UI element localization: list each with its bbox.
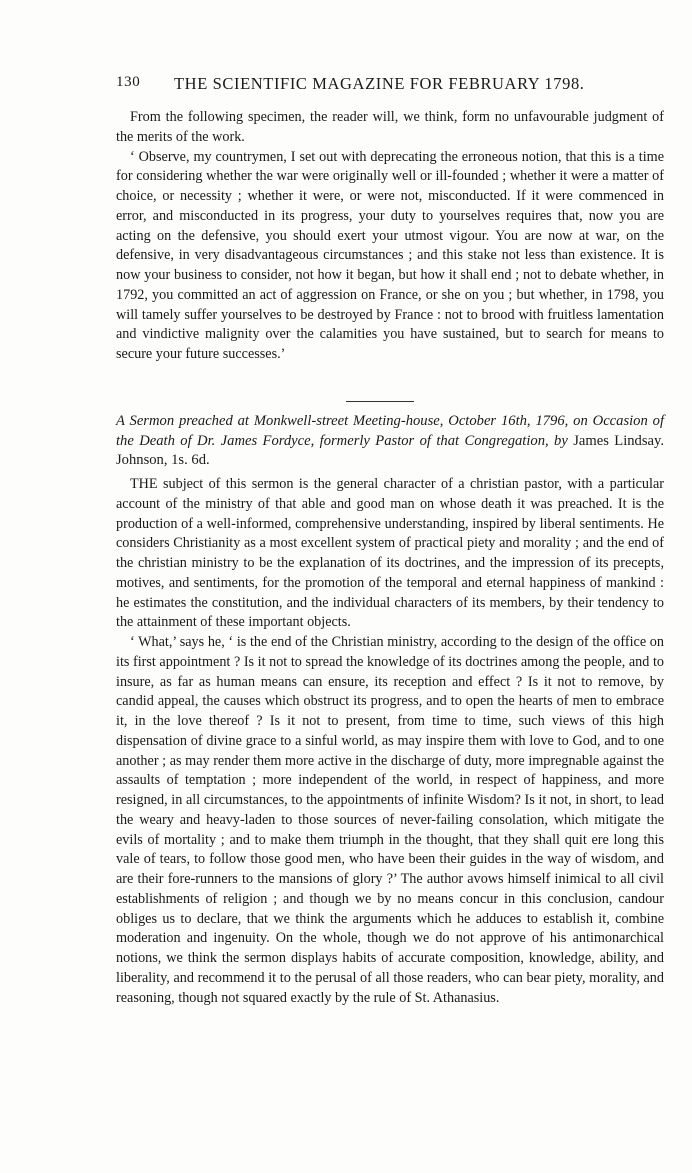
review-title: A Sermon preached at Monkwell-street Meeting-house, October 16th, 1796, on Occasion of the Death of Dr. James Fordyce, formerly Pastor of that Congregation, by [116, 413, 664, 449]
review-heading [116, 412, 664, 471]
review-body [116, 475, 664, 1008]
page-number: 130 [116, 74, 141, 90]
intro-lead-paragraph: From the following specimen, the reader will, we think, form no unfavourable judgment of the merits of the work. [116, 109, 664, 145]
intro-quotation: ‘ Observe, my countrymen, I set out with deprecating the erroneous notion, that this is a time for considering whether the war were originally well or ill-founded ; whether it were a matter of choice, or necessity ; whether it were, or were not, misconducted. If it were commenced in error, and misconducted in its progress, your duty to yourselves requires that, now you are acting on the defensive, you should exert your utmost vigour. You are now at war, on the defensive, in very disadvantageous circumstances ; and this stake not less than existence. It is now your business to consider, not how it began, but how it shall end ; not to debate whether, in 1792, you committed an act of aggression on France, or she on you ; but whether, in 1798, you will tamely suffer yourselves to be destroyed by France : not to brood with fruitless lamentation and vindictive malignity over the calamities you have sustained, but to search for means to secure your future successes.’ [116, 148, 664, 362]
review-paragraph-2: ‘ What,’ says he, ‘ is the end of the Christian ministry, according to the design of the office on its first appointment ? Is it not to spread the knowledge of its doctrines among the people, and to insure, as far as human means can ensure, its reception and effect ? Is it not to remove, by candid appeal, the causes which obstruct its progress, and to open the hearts of men to embrace it, in the love thereof ? Is it not to present, from time to time, such views of this high dispensation of divine grace to a sinful world, as may inspire them with love to God, and to one another ; as may render them more active in the discharge of duty, more impregnable against the assaults of temptation ; more independent of the world, in respect of happiness, and more resigned, in all circumstances, to the appointments of infinite Wisdom? Is it not, in short, to lead the weary and heavy-laden to those sources of never-failing consolation, which mitigate the evils of mortality ; and to make them triumph in the thought, that they shall quit ere long this vale of tears, to follow those good men, who have been their guides in the way of wisdom, and are their fore-runners to the mansions of glory ?’ The author avows himself inimical to all civil establishments of religion ; and though we by no means concur in this conclusion, candour obliges us to declare, that we think the arguments which he adduces to establish it, combine moderation and ingenuity. On the whole, though we do not approve of his antimonarchical notions, we think the sermon displays habits of accurate composition, knowledge, ability, and liberality, and recommend it to the perusal of all those readers, who can bear piety, morality, and reasoning, though not squared exactly by the rule of St. Athanasius. [116, 634, 664, 1006]
review-author-publisher: James Lindsay. Johnson, 1s. 6d. [116, 432, 664, 468]
magazine-title: THE SCIENTIFIC MAGAZINE FOR FEBRUARY 1798. [174, 74, 585, 93]
review-paragraph-1: THE subject of this sermon is the general character of a christian pastor, with a particular account of the ministry of that able and good man on whose death it was preached. It is the production of a well-informed, comprehensive understanding, inspired by liberal sentiments. He considers Christianity as a most excellent system of practical piety and morality ; and the end of the christian ministry to be the explanation of its doctrines, and the impression of its precepts, motives, and sentiments, for the promotion of the temporal and eternal happiness of mankind : he estimates the constitution, and the individual characters of its members, by their tendency to the attainment of these important objects. [116, 476, 664, 631]
section-divider [346, 401, 414, 402]
intro-section [116, 108, 664, 365]
running-head [116, 74, 664, 98]
